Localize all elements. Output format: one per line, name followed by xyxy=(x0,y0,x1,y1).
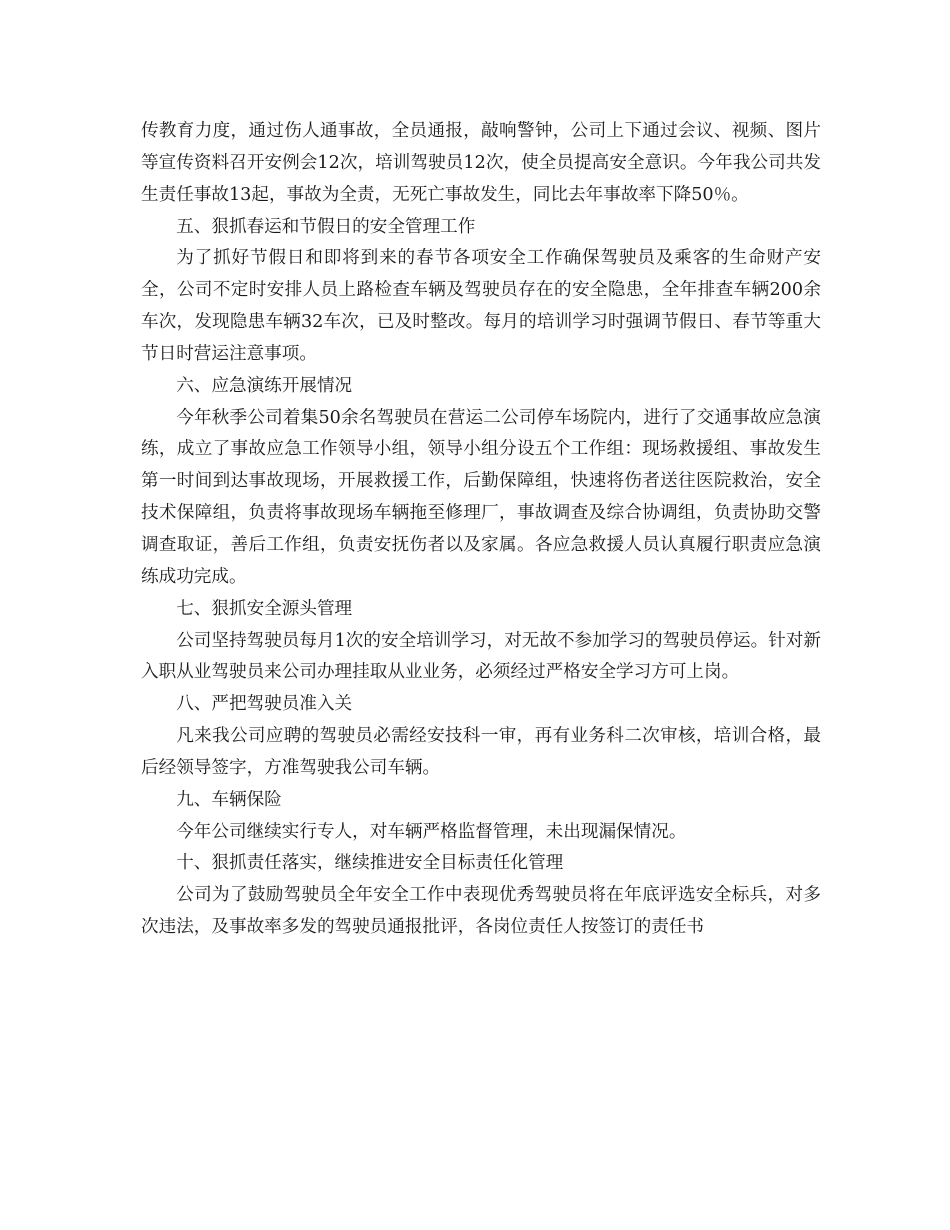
paragraph-body: 今年公司继续实行专人，对车辆严格监督管理，未出现漏保情况。 xyxy=(176,821,687,842)
paragraph-body: 今年秋季公司着集50余名驾驶员在营运二公司停车场院内，进行了交通事故应急演练，成立了事故应急工作领导小组，领导小组分设五个工作组：现场救援组、事故发生第一时间到达事故现场，开展救援工作，后勤保障组，快速将伤者送往医院救治，安全技术保障组，负责将事故现场车辆拖至修理厂，事故调查及综合协调组，负责协助交警调查取证，善后工作组，负责安抚伤者以及家属。各应急救援人员认真履行职责应急演练成功完成。 xyxy=(141,407,821,587)
section-heading-10: 十、狠抓责任落实，继续推进安全目标责任化管理 xyxy=(176,853,564,874)
paragraph-body: 公司坚持驾驶员每月1次的安全培训学习，对无故不参加学习的驾驶员停运。针对新入职从业驾驶员来公司办理挂取从业业务，必须经过严格安全学习方可上岗。 xyxy=(141,630,821,683)
paragraph-body: 公司为了鼓励驾驶员全年安全工作中表现优秀驾驶员将在年底评选安全标兵，对多次违法，及事故率多发的驾驶员通报批评，各岗位责任人按签订的责任书 xyxy=(141,885,821,938)
paragraph-body: 凡来我公司应聘的驾驶员必需经安技科一审，再有业务科二次审核，培训合格，最后经领导签字，方准驾驶我公司车辆。 xyxy=(141,726,821,778)
document-body xyxy=(141,116,821,944)
section-heading-5: 五、狠抓春运和节假日的安全管理工作 xyxy=(176,216,476,237)
section-heading-7: 七、狠抓安全源头管理 xyxy=(176,598,353,619)
section-heading-6: 六、应急演练开展情况 xyxy=(176,375,353,396)
paragraph-body: 传教育力度，通过伤人通事故，全员通报，敲响警钟，公司上下通过会议、视频、图片等宣传资料召开安例会12次，培训驾驶员12次，使全员提高安全意识。今年我公司共发生责任事故13起，事故为全责，无死亡事故发生，同比去年事故率下降50％。 xyxy=(141,121,821,205)
paragraph-body: 为了抓好节假日和即将到来的春节各项安全工作确保驾驶员及乘客的生命财产安全，公司不定时安排人员上路检查车辆及驾驶员存在的安全隐患，全年排查车辆200余车次，发现隐患车辆32车次，已及时整改。每月的培训学习时强调节假日、春节等重大节日时营运注意事项。 xyxy=(141,248,821,364)
section-heading-8: 八、严把驾驶员准入关 xyxy=(176,694,353,715)
section-heading-9: 九、车辆保险 xyxy=(176,789,282,810)
